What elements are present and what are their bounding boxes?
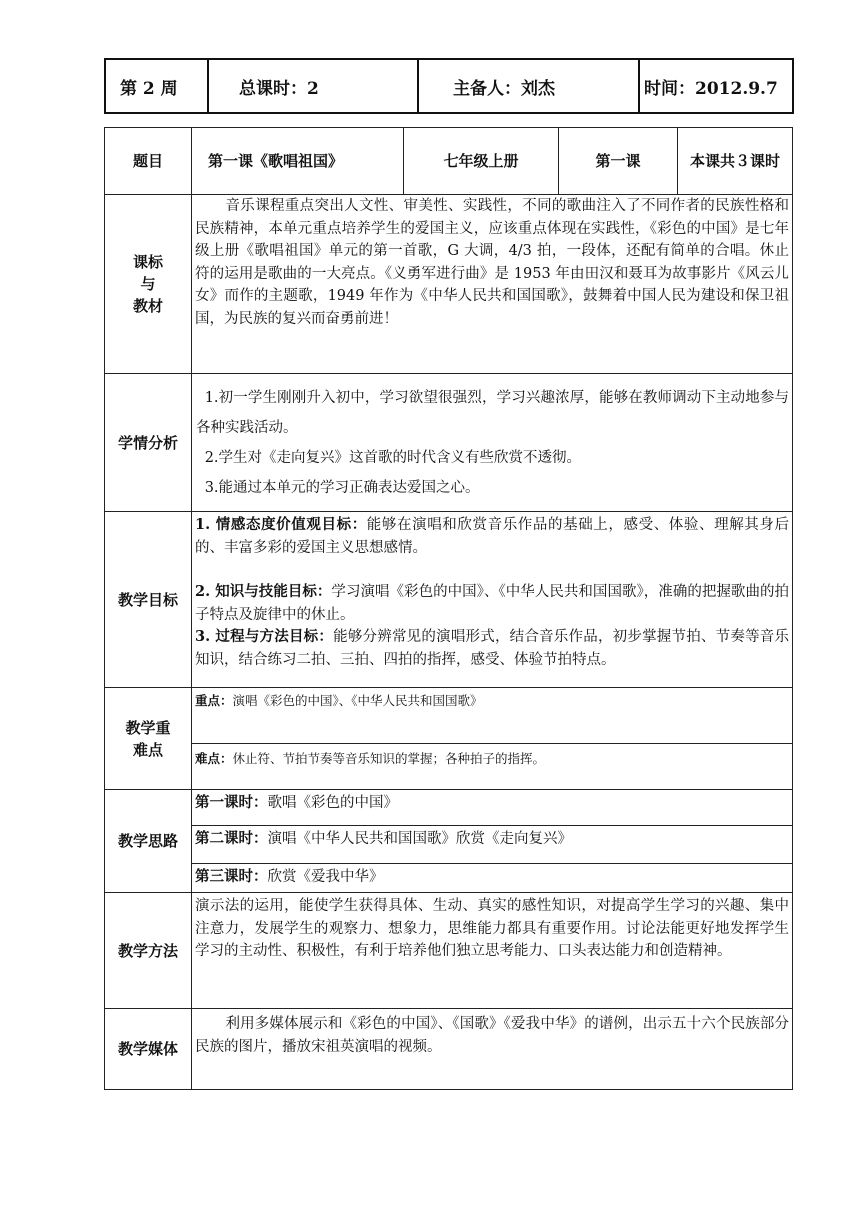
- approach-title: 第三课时：: [195, 868, 268, 885]
- curriculum-label-line: 与: [140, 275, 156, 293]
- goal-item: [195, 514, 789, 559]
- students-label: 学情分析: [105, 374, 192, 512]
- keypoints-label-line: 教学重: [125, 718, 171, 737]
- media-row: [105, 1009, 793, 1090]
- goal-text: 能够分辨常见的演唱形式，结合音乐作品，初步掌握节拍、节奏等音乐知识，结合练习二拍、三拍、四拍的指挥，感受、体验节拍特点。: [195, 629, 790, 668]
- difficulty-row: [105, 744, 793, 790]
- methods-label: 教学方法: [105, 893, 192, 1009]
- curriculum-label-line: 课标: [132, 253, 163, 271]
- curriculum-text: 音乐课程重点突出人文性、审美性、实践性，不同的歌曲注入了不同作者的民族性格和民族精神，本单元重点培养学生的爱国主义，应该重点体现在实践性，《彩色的中国》是七年级上册《歌唱祖国》单元的第一首歌，G 大调，4/3 拍，一段体，还配有简单的合唱。休止符的运用是歌曲的一大亮点。《义勇军进行曲》是 1953 年由田汉和聂耳为故事影片《风云儿女》而作的主题歌，1949 年作为《中华人民共和国国歌》，鼓舞着中国人民为建设和保卫祖国，为民族的复兴而奋勇前进！: [195, 198, 789, 327]
- lesson-plan-table: [104, 127, 793, 1090]
- total-hours-cell: 总课时：2: [208, 59, 418, 113]
- keypoints-row: [105, 688, 793, 744]
- approach-title: 第一课时：: [195, 794, 268, 811]
- topic-row: [105, 128, 793, 195]
- approach-row: [105, 826, 793, 864]
- approach-row: [105, 864, 793, 893]
- students-item: 3.能通过本单元的学习正确表达爱国之心。: [204, 479, 480, 496]
- unit-cell: 第一课: [559, 128, 678, 195]
- goal-title: 2. 知识与技能目标：: [195, 583, 332, 600]
- students-item: 2.学生对《走向复兴》这首歌的时代含义有些欣赏不透彻。: [204, 449, 582, 466]
- keypoints-label: [105, 688, 192, 790]
- goal-item: [195, 626, 789, 671]
- approach-text: 歌唱《彩色的中国》: [267, 795, 398, 811]
- goal-title: 1. 情感态度价值观目标：: [195, 516, 367, 533]
- week-cell: 第 2 周: [105, 59, 208, 113]
- lesson-title: 第一课《歌唱祖国》: [192, 128, 404, 195]
- approach-text: 欣赏《爱我中华》: [267, 869, 384, 885]
- difficulty-title: 难点：: [195, 751, 233, 766]
- key-text: 演唱《彩色的中国》、《中华人民共和国国歌》: [232, 693, 483, 708]
- curriculum-label: [105, 195, 192, 374]
- approach-title: 第二课时：: [195, 830, 268, 847]
- methods-row: [105, 893, 793, 1009]
- goal-title: 3. 过程与方法目标：: [195, 628, 334, 645]
- approach-text: 演唱《中华人民共和国国歌》欣赏《走向复兴》: [267, 831, 572, 847]
- goal-text: 学习演唱《彩色的中国》、《中华人民共和国国歌》，准确的把握歌曲的拍子特点及旋律中的休止。: [195, 584, 789, 623]
- preparer-cell: 主备人：刘杰: [418, 59, 639, 113]
- key-title: 重点：: [195, 693, 233, 708]
- hours-cell: 本课共３课时: [678, 128, 793, 195]
- methods-text: 演示法的运用，能使学生获得具体、生动、真实的感性知识，对提高学生学习的兴趣、集中注意力，发展学生的观察力、想象力，思维能力都具有重要作用。讨论法能更好地发挥学生学习的主动性、积极性，有利于培养他们独立思考能力、口头表达能力和创造精神。: [195, 898, 789, 959]
- difficulty-text: 休止符、节拍节奏等音乐知识的掌握；各种拍子的指挥。: [232, 751, 546, 766]
- date-cell: 时间：2012.9.7: [639, 59, 793, 113]
- grade-cell: 七年级上册: [404, 128, 559, 195]
- media-label: 教学媒体: [105, 1009, 192, 1090]
- students-row: [105, 374, 793, 512]
- approach-label: 教学思路: [105, 790, 192, 893]
- media-text: 利用多媒体展示和《彩色的中国》、《国歌》《爱我中华》的谱例，出示五十六个民族部分民族的图片，播放宋祖英演唱的视频。: [195, 1016, 789, 1055]
- keypoints-label-line: 难点: [132, 740, 163, 759]
- students-item: 1.初一学生刚刚升入初中，学习欲望很强烈，学习兴趣浓厚，能够在教师调动下主动地参与各种实践活动。: [196, 389, 789, 436]
- goal-text: 能够在演唱和欣赏音乐作品的基础上，感受、体验、理解其身后的、丰富多彩的爱国主义思想感情。: [195, 517, 790, 556]
- goals-row: [105, 512, 793, 688]
- approach-row: [105, 790, 793, 826]
- goal-item: [195, 581, 789, 626]
- topic-label: 题目: [105, 128, 192, 195]
- curriculum-row: [105, 195, 793, 374]
- goals-label: 教学目标: [105, 512, 192, 688]
- curriculum-label-line: 教材: [132, 297, 163, 315]
- header-table: [104, 58, 794, 114]
